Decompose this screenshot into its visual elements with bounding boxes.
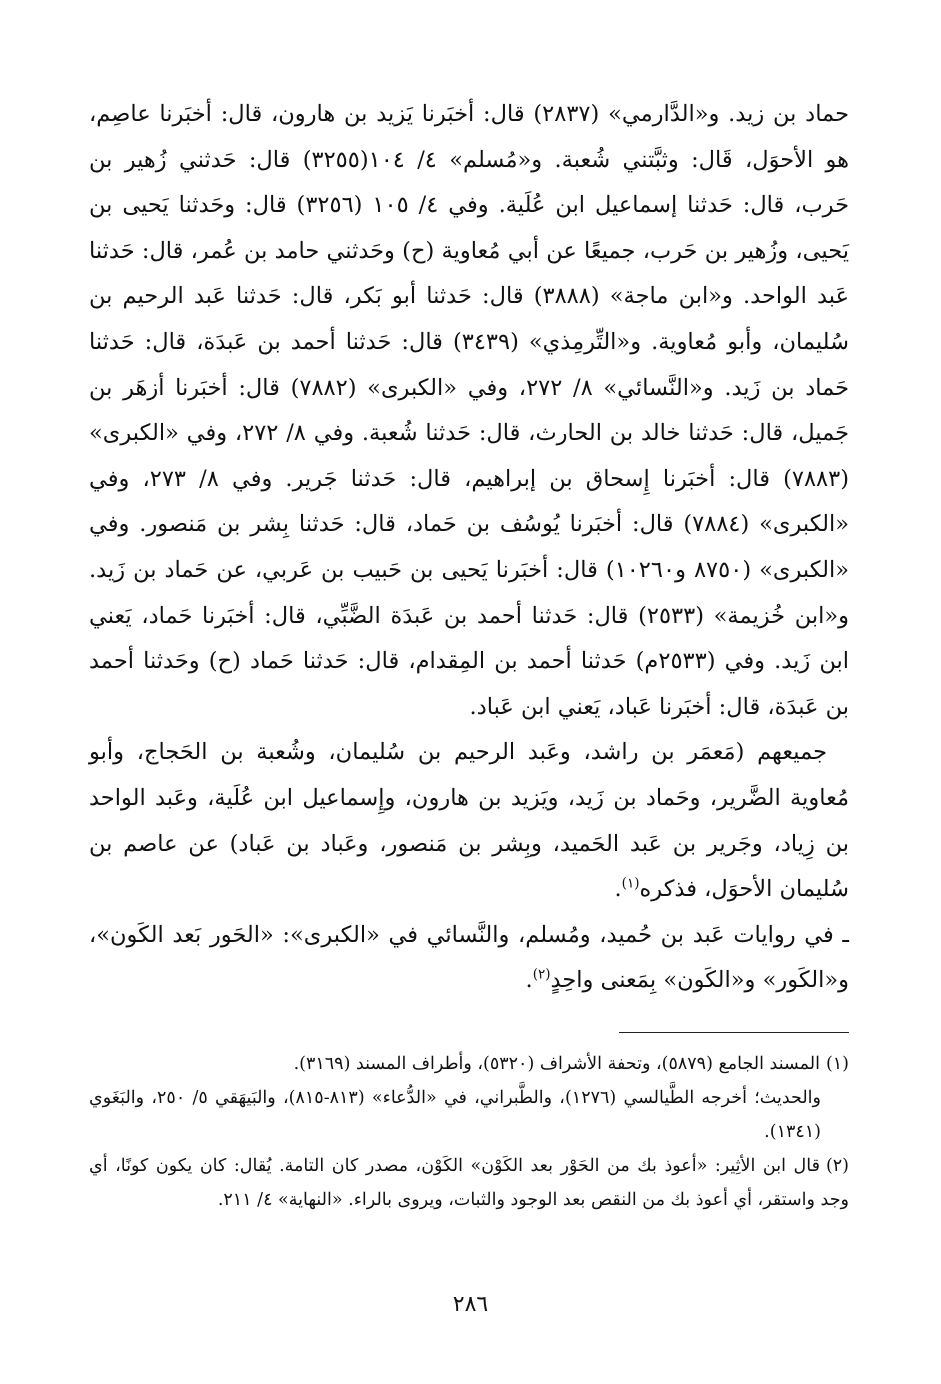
footnote-1-line1: المسند الجامع (٥٨٧٩)، وتحفة الأشراف (٥٣٢٠)، وأطراف المسند (٣١٦٩). <box>293 1053 820 1074</box>
paragraph-narrators-end: . <box>614 876 622 903</box>
footnote-divider <box>619 1032 849 1033</box>
footnote-2-text: قال ابن الأثِير: «أعوذ بك من الحَوْر بعد الكَوْن» الكَوْن، مصدر كان التامة. يُقال: كان يكون كونًا، أي وجد واستقر، أي أعوذ بك من النقص بعد الوجود والثبات، ويروى بالراء. «النهاية» ٤/ ٢١١. <box>89 1155 849 1210</box>
footnote-1 <box>89 1047 849 1081</box>
footnotes <box>89 1047 849 1217</box>
footnote-1-continuation: والحديث؛ أخرجه الطَّيالسي (١٢٧٦)، والطَّبراني، في «الدُّعاء» (٨١٣-٨١٥)، والبَيهَقي ٥/ ٢٥٠، والبَغَوي (١٣٤١). <box>89 1087 821 1142</box>
paragraph-variant-wording <box>89 913 849 1004</box>
main-text <box>89 92 849 1004</box>
footnote-2-number: (٢) <box>825 1155 849 1176</box>
footnote-ref-1[interactable]: (١) <box>621 875 640 892</box>
footnote-ref-2[interactable]: (٢) <box>532 966 551 983</box>
paragraph-narrators <box>89 730 849 912</box>
paragraph-variant-text: ـ في روايات عَبد بن حُميد، ومُسلم، والنَّسائي في «الكبرى»: «الحَور بَعد الكَون»، و«الكَور» و«الكَون» بِمَعنى واحِدٍ <box>89 921 849 994</box>
page-number: ٢٨٦ <box>452 1292 489 1317</box>
page-content <box>89 92 849 1217</box>
paragraph-hadith-sources: حماد بن زيد. و«الدَّارمي» (٢٨٣٧) قال: أخبَرنا يَزيد بن هارون، قال: أخبَرنا عاصِم، هو الأحوَل، قَال: وثبَّتني شُعبة. و«مُسلم» ٤/ ١٠٤(٣٢٥٥) قال: حَدثني زُهير بن حَرب، قال: حَدثنا إسماعيل ابن عُلَية. وفي ٤/ ١٠٥ (٣٢٥٦) قال: وحَدثنا يَحيى بن يَحيى، وزُهير بن حَرب، جميعًا عن أبي مُعاوية (ح) وحَدثني حامد بن عُمر، قال: حَدثنا عَبد الواحد. و«ابن ماجة» (٣٨٨٨) قال: حَدثنا أبو بَكر، قال: حَدثنا عَبد الرحيم بن سُليمان، وأبو مُعاوية. و«التِّرمِذي» (٣٤٣٩) قال: حَدثنا أحمد بن عَبدَة، قال: حَدثنا حَماد بن زَيد. و«النَّسائي» ٨/ ٢٧٢، وفي «الكبرى» (٧٨٨٢) قال: أخبَرنا أزهَر بن جَميل، قال: حَدثنا خالد بن الحارث، قال: حَدثنا شُعبة. وفي ٨/ ٢٧٢، وفي «الكبرى» (٧٨٨٣) قال: أخبَرنا إِسحاق بن إبراهيم، قال: حَدثنا جَرير. وفي ٨/ ٢٧٣، وفي «الكبرى» (٧٨٨٤) قال: أخبَرنا يُوسُف بن حَماد، قال: حَدثنا بِشر بن مَنصور. وفي «الكبرى» (٨٧٥٠ و١٠٢٦٠) قال: أخبَرنا يَحيى بن حَبيب بن عَربي، عن حَماد بن زَيد. و«ابن خُزيمة» (٢٥٣٣) قال: حَدثنا أحمد بن عَبدَة الضَّبِّي، قال: أخبَرنا حَماد، يَعني ابن زَيد. وفي (٢٥٣٣م) حَدثنا أحمد بن المِقدام، قال: حَدثنا حَماد (ح) وحَدثنا أحمد بن عَبدَة، قال: أخبَرنا عَباد، يَعني ابن عَباد. <box>89 101 850 720</box>
paragraph-narrators-text: جميعهم (مَعمَر بن راشد، وعَبد الرحيم بن سُليمان، وشُعبة بن الحَجاج، وأبو مُعاوية الضَّرير، وحَماد بن زَيد، ويَزيد بن هارون، وإِسماعيل ابن عُلَية، وعَبد الواحد بن زِياد، وجَرير بن عَبد الحَميد، وبِشر بن مَنصور، وعَباد بن عَباد) عن عاصم بن سُليمان الأحوَل، فذكره <box>89 739 849 903</box>
paragraph-variant-end: . <box>525 967 533 994</box>
footnote-1-number: (١) <box>825 1053 849 1074</box>
footnote-2 <box>89 1149 849 1217</box>
